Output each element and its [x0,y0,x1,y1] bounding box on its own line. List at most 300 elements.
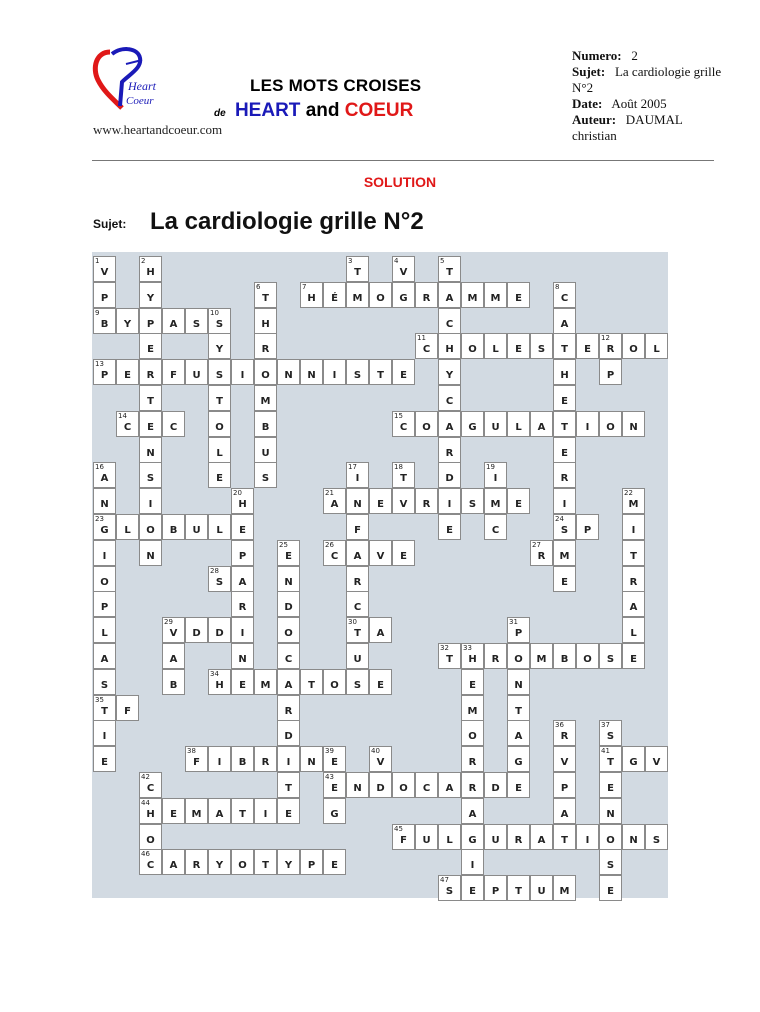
grid-cell[interactable] [369,359,392,385]
grid-cell[interactable] [162,669,185,695]
grid-cell[interactable] [300,849,323,875]
grid-cell[interactable] [208,333,231,359]
grid-cell[interactable] [484,772,507,798]
grid-cell[interactable] [277,566,300,592]
grid-cell[interactable] [139,385,162,411]
clue-number: 35 [95,695,104,704]
clue-number: 41 [601,747,610,756]
grid-cell[interactable] [530,824,553,850]
grid-cell[interactable] [185,798,208,824]
grid-cell[interactable] [208,437,231,463]
grid-cell[interactable] [576,824,599,850]
grid-cell[interactable] [139,488,162,514]
grid-cell[interactable] [438,359,461,385]
grid-cell[interactable] [139,462,162,488]
grid-cell[interactable] [300,359,323,385]
website-link[interactable]: www.heartandcoeur.com [93,122,223,137]
grid-cell[interactable] [277,359,300,385]
grid-cell[interactable] [599,824,622,850]
grid-cell[interactable] [208,566,231,592]
grid-cell[interactable] [369,746,392,772]
grid-cell[interactable] [277,617,300,643]
clue-number: 42 [141,773,150,781]
grid-cell[interactable] [507,488,530,514]
grid-cell[interactable] [93,488,116,514]
grid-cell[interactable] [116,411,139,437]
grid-cell[interactable] [139,824,162,850]
grid-cell[interactable] [438,411,461,437]
grid-cell[interactable] [346,488,369,514]
grid-cell[interactable] [438,333,461,359]
grid-cell[interactable] [369,488,392,514]
grid-cell[interactable] [323,798,346,824]
grid-cell[interactable] [461,643,484,669]
grid-cell[interactable] [254,308,277,334]
grid-cell[interactable] [507,669,530,695]
grid-cell[interactable] [622,617,645,643]
grid-cell[interactable] [93,359,116,385]
grid-cell[interactable] [231,566,254,592]
grid-cell[interactable] [461,333,484,359]
grid-cell[interactable] [553,462,576,488]
grid-cell[interactable] [599,875,622,901]
grid-cell[interactable] [254,333,277,359]
grid-cell[interactable] [93,282,116,308]
grid-cell[interactable] [277,746,300,772]
cell-letter: O [100,576,109,588]
clue-number: 22 [624,489,633,498]
grid-cell[interactable] [622,746,645,772]
grid-cell[interactable] [346,566,369,592]
grid-cell[interactable] [530,875,553,901]
grid-cell[interactable] [346,282,369,308]
grid-cell[interactable] [461,720,484,746]
grid-cell[interactable] [162,411,185,437]
cell-letter: V [376,757,385,769]
grid-cell[interactable] [553,488,576,514]
grid-cell[interactable] [139,849,162,875]
grid-cell[interactable] [277,772,300,798]
grid-cell[interactable] [461,669,484,695]
grid-cell[interactable] [369,617,392,643]
grid-cell[interactable] [415,824,438,850]
grid-cell[interactable] [576,514,599,540]
grid-cell[interactable] [438,875,461,901]
cell-letter: N [629,421,638,433]
grid-cell[interactable] [139,256,162,282]
cell-letter: A [445,783,454,794]
grid-cell[interactable] [208,669,231,695]
cell-letter: D [284,731,293,743]
grid-cell[interactable] [484,875,507,901]
cell-letter: S [146,473,155,485]
grid-cell[interactable] [461,798,484,824]
grid-cell[interactable] [254,746,277,772]
grid-cell[interactable] [162,308,185,334]
grid-cell[interactable] [346,772,369,798]
grid-cell[interactable] [93,462,116,488]
grid-cell[interactable] [208,385,231,411]
grid-cell[interactable] [392,256,415,282]
grid-cell[interactable] [645,824,668,850]
grid-cell[interactable] [622,333,645,359]
subject-label: Sujet: [93,217,127,231]
grid-cell[interactable] [208,746,231,772]
grid-cell[interactable] [530,411,553,437]
grid-cell[interactable] [622,591,645,617]
grid-cell[interactable] [369,282,392,308]
grid-cell[interactable] [530,333,553,359]
grid-cell[interactable] [231,540,254,566]
grid-cell[interactable] [461,282,484,308]
grid-cell[interactable] [208,514,231,540]
grid-cell[interactable] [507,411,530,437]
grid-cell[interactable] [231,591,254,617]
grid-cell[interactable] [392,462,415,488]
grid-cell[interactable] [323,488,346,514]
cell-letter: D [376,783,385,794]
grid-cell[interactable] [645,333,668,359]
grid-cell[interactable] [139,308,162,334]
grid-cell[interactable] [254,385,277,411]
cell-letter: G [100,525,109,536]
grid-cell[interactable] [139,333,162,359]
grid-cell[interactable] [553,385,576,411]
grid-cell[interactable] [93,308,116,334]
grid-cell[interactable] [645,746,668,772]
cell-letter: P [307,860,316,872]
cell-letter: F [170,370,177,382]
grid-cell[interactable] [277,540,300,566]
grid-cell[interactable] [231,488,254,514]
grid-cell[interactable] [622,514,645,540]
grid-cell[interactable] [484,282,507,308]
grid-cell[interactable] [231,669,254,695]
grid-cell[interactable] [438,643,461,669]
grid-cell[interactable] [231,746,254,772]
grid-cell[interactable] [622,488,645,514]
cell-letter: E [331,860,338,872]
grid-cell[interactable] [93,617,116,643]
grid-cell[interactable] [484,824,507,850]
grid-cell[interactable] [323,849,346,875]
grid-cell[interactable] [553,720,576,746]
grid-cell[interactable] [622,566,645,592]
clue-number: 33 [463,644,472,652]
grid-cell[interactable] [208,617,231,643]
grid-cell[interactable] [553,333,576,359]
cell-letter: E [607,886,614,898]
grid-cell[interactable] [139,282,162,308]
grid-cell[interactable] [484,333,507,359]
grid-cell[interactable] [116,359,139,385]
cell-letter: D [284,602,293,614]
grid-cell[interactable] [576,411,599,437]
grid-cell[interactable] [254,462,277,488]
grid-cell[interactable] [461,411,484,437]
cell-letter: Y [215,860,224,872]
grid-cell[interactable] [162,514,185,540]
grid-cell[interactable] [346,643,369,669]
grid-cell[interactable] [369,669,392,695]
grid-cell[interactable] [599,849,622,875]
cell-letter: I [240,628,245,640]
grid-cell[interactable] [599,746,622,772]
grid-cell[interactable] [392,411,415,437]
grid-cell[interactable] [162,359,185,385]
grid-cell[interactable] [346,462,369,488]
grid-cell[interactable] [392,488,415,514]
grid-cell[interactable] [599,333,622,359]
grid-cell[interactable] [507,772,530,798]
grid-cell[interactable] [438,462,461,488]
grid-cell[interactable] [323,772,346,798]
cell-letter: R [491,654,500,665]
grid-cell[interactable] [116,514,139,540]
grid-cell[interactable] [231,514,254,540]
grid-cell[interactable] [346,617,369,643]
grid-cell[interactable] [438,282,461,308]
grid-cell[interactable] [93,514,116,540]
cell-letter: S [606,860,615,872]
grid-cell[interactable] [346,669,369,695]
grid-cell[interactable] [599,643,622,669]
grid-cell[interactable] [507,875,530,901]
grid-cell[interactable] [162,849,185,875]
grid-cell[interactable] [461,746,484,772]
grid-cell[interactable] [254,849,277,875]
grid-cell[interactable] [553,875,576,901]
grid-cell[interactable] [185,746,208,772]
cell-letter: A [100,473,109,485]
grid-cell[interactable] [392,772,415,798]
grid-cell[interactable] [277,798,300,824]
grid-cell[interactable] [415,488,438,514]
grid-cell[interactable] [254,359,277,385]
grid-cell[interactable] [415,333,438,359]
cell-letter: T [239,808,246,820]
grid-cell[interactable] [277,849,300,875]
grid-cell[interactable] [415,282,438,308]
grid-cell[interactable] [93,643,116,669]
grid-cell[interactable] [599,411,622,437]
grid-cell[interactable] [369,540,392,566]
grid-cell[interactable] [576,333,599,359]
grid-cell[interactable] [461,824,484,850]
cell-letter: S [192,318,201,330]
grid-cell[interactable] [461,875,484,901]
grid-cell[interactable] [231,359,254,385]
grid-cell[interactable] [185,308,208,334]
grid-cell[interactable] [484,462,507,488]
grid-cell[interactable] [438,824,461,850]
grid-cell[interactable] [208,411,231,437]
grid-cell[interactable] [162,798,185,824]
grid-cell[interactable] [622,540,645,566]
grid-cell[interactable] [254,669,277,695]
grid-cell[interactable] [208,308,231,334]
grid-cell[interactable] [438,256,461,282]
grid-cell[interactable] [553,772,576,798]
grid-cell[interactable] [438,514,461,540]
grid-cell[interactable] [300,746,323,772]
grid-cell[interactable] [553,514,576,540]
grid-cell[interactable] [553,824,576,850]
grid-cell[interactable] [139,540,162,566]
grid-cell[interactable] [277,669,300,695]
clue-number: 4 [394,257,399,265]
grid-cell[interactable] [507,643,530,669]
grid-cell[interactable] [599,772,622,798]
grid-cell[interactable] [553,798,576,824]
grid-cell[interactable] [553,359,576,385]
grid-cell[interactable] [461,488,484,514]
cell-letter: R [422,499,431,511]
grid-cell[interactable] [461,772,484,798]
grid-cell[interactable] [231,798,254,824]
grid-cell[interactable] [323,669,346,695]
clue-number: 44 [141,798,150,807]
grid-cell[interactable] [553,411,576,437]
grid-cell[interactable] [576,643,599,669]
grid-cell[interactable] [162,643,185,669]
grid-cell[interactable] [507,282,530,308]
grid-cell[interactable] [116,308,139,334]
grid-cell[interactable] [93,695,116,721]
grid-cell[interactable] [139,437,162,463]
grid-cell[interactable] [507,746,530,772]
grid-cell[interactable] [392,540,415,566]
grid-cell[interactable] [323,540,346,566]
grid-cell[interactable] [208,798,231,824]
grid-cell[interactable] [622,824,645,850]
grid-cell[interactable] [461,849,484,875]
grid-cell[interactable] [553,437,576,463]
grid-cell[interactable] [507,720,530,746]
grid-cell[interactable] [484,488,507,514]
grid-cell[interactable] [346,540,369,566]
grid-cell[interactable] [507,333,530,359]
grid-cell[interactable] [277,720,300,746]
grid-cell[interactable] [438,488,461,514]
grid-cell[interactable] [599,359,622,385]
grid-cell[interactable] [277,695,300,721]
grid-cell[interactable] [300,282,323,308]
cell-letter: F [193,757,200,769]
grid-cell[interactable] [415,772,438,798]
grid-cell[interactable] [323,359,346,385]
grid-cell[interactable] [139,772,162,798]
grid-cell[interactable] [185,514,208,540]
clue-number: 29 [164,618,173,627]
grid-cell[interactable] [139,359,162,385]
cell-letter: M [467,292,478,304]
grid-cell[interactable] [346,256,369,282]
grid-cell[interactable] [162,617,185,643]
grid-cell[interactable] [415,411,438,437]
grid-cell[interactable] [530,540,553,566]
cell-letter: T [630,550,637,562]
grid-cell[interactable] [507,824,530,850]
grid-cell[interactable] [392,282,415,308]
grid-cell[interactable] [139,798,162,824]
clue-number: 43 [325,773,334,781]
grid-cell[interactable] [553,282,576,308]
grid-cell[interactable] [484,411,507,437]
grid-cell[interactable] [553,566,576,592]
grid-cell[interactable] [507,617,530,643]
grid-cell[interactable] [461,695,484,721]
grid-cell[interactable] [254,437,277,463]
grid-cell[interactable] [254,798,277,824]
grid-cell[interactable] [139,411,162,437]
grid-cell[interactable] [323,746,346,772]
grid-cell[interactable] [208,462,231,488]
grid-cell[interactable] [277,591,300,617]
grid-cell[interactable] [208,359,231,385]
grid-cell[interactable] [599,720,622,746]
grid-cell[interactable] [139,514,162,540]
grid-cell[interactable] [553,540,576,566]
grid-cell[interactable] [231,617,254,643]
grid-cell[interactable] [484,514,507,540]
grid-cell[interactable] [346,591,369,617]
grid-cell[interactable] [116,695,139,721]
cell-letter: N [146,550,155,562]
grid-cell[interactable] [323,282,346,308]
grid-cell[interactable] [346,359,369,385]
grid-cell[interactable] [622,643,645,669]
grid-cell[interactable] [93,669,116,695]
grid-cell[interactable] [553,643,576,669]
cell-letter: N [514,679,523,691]
grid-cell[interactable] [93,746,116,772]
grid-cell[interactable] [553,308,576,334]
grid-cell[interactable] [231,643,254,669]
grid-cell[interactable] [93,256,116,282]
grid-cell[interactable] [93,566,116,592]
grid-cell[interactable] [438,385,461,411]
grid-cell[interactable] [254,411,277,437]
grid-cell[interactable] [231,849,254,875]
grid-cell[interactable] [277,643,300,669]
grid-cell[interactable] [553,746,576,772]
grid-cell[interactable] [208,849,231,875]
grid-cell[interactable] [438,308,461,334]
grid-cell[interactable] [93,540,116,566]
grid-cell[interactable] [392,359,415,385]
grid-cell[interactable] [507,695,530,721]
grid-cell[interactable] [93,591,116,617]
grid-cell[interactable] [484,643,507,669]
grid-cell[interactable] [93,720,116,746]
grid-cell[interactable] [185,849,208,875]
grid-cell[interactable] [254,282,277,308]
cell-letter: C [330,550,339,562]
grid-cell[interactable] [438,437,461,463]
grid-cell[interactable] [185,617,208,643]
grid-cell[interactable] [622,411,645,437]
grid-cell[interactable] [392,824,415,850]
cell-letter: T [308,679,315,691]
grid-cell[interactable] [300,669,323,695]
grid-cell[interactable] [369,772,392,798]
grid-cell[interactable] [346,514,369,540]
grid-cell[interactable] [530,643,553,669]
grid-cell[interactable] [185,359,208,385]
grid-cell[interactable] [599,798,622,824]
grid-cell[interactable] [438,772,461,798]
